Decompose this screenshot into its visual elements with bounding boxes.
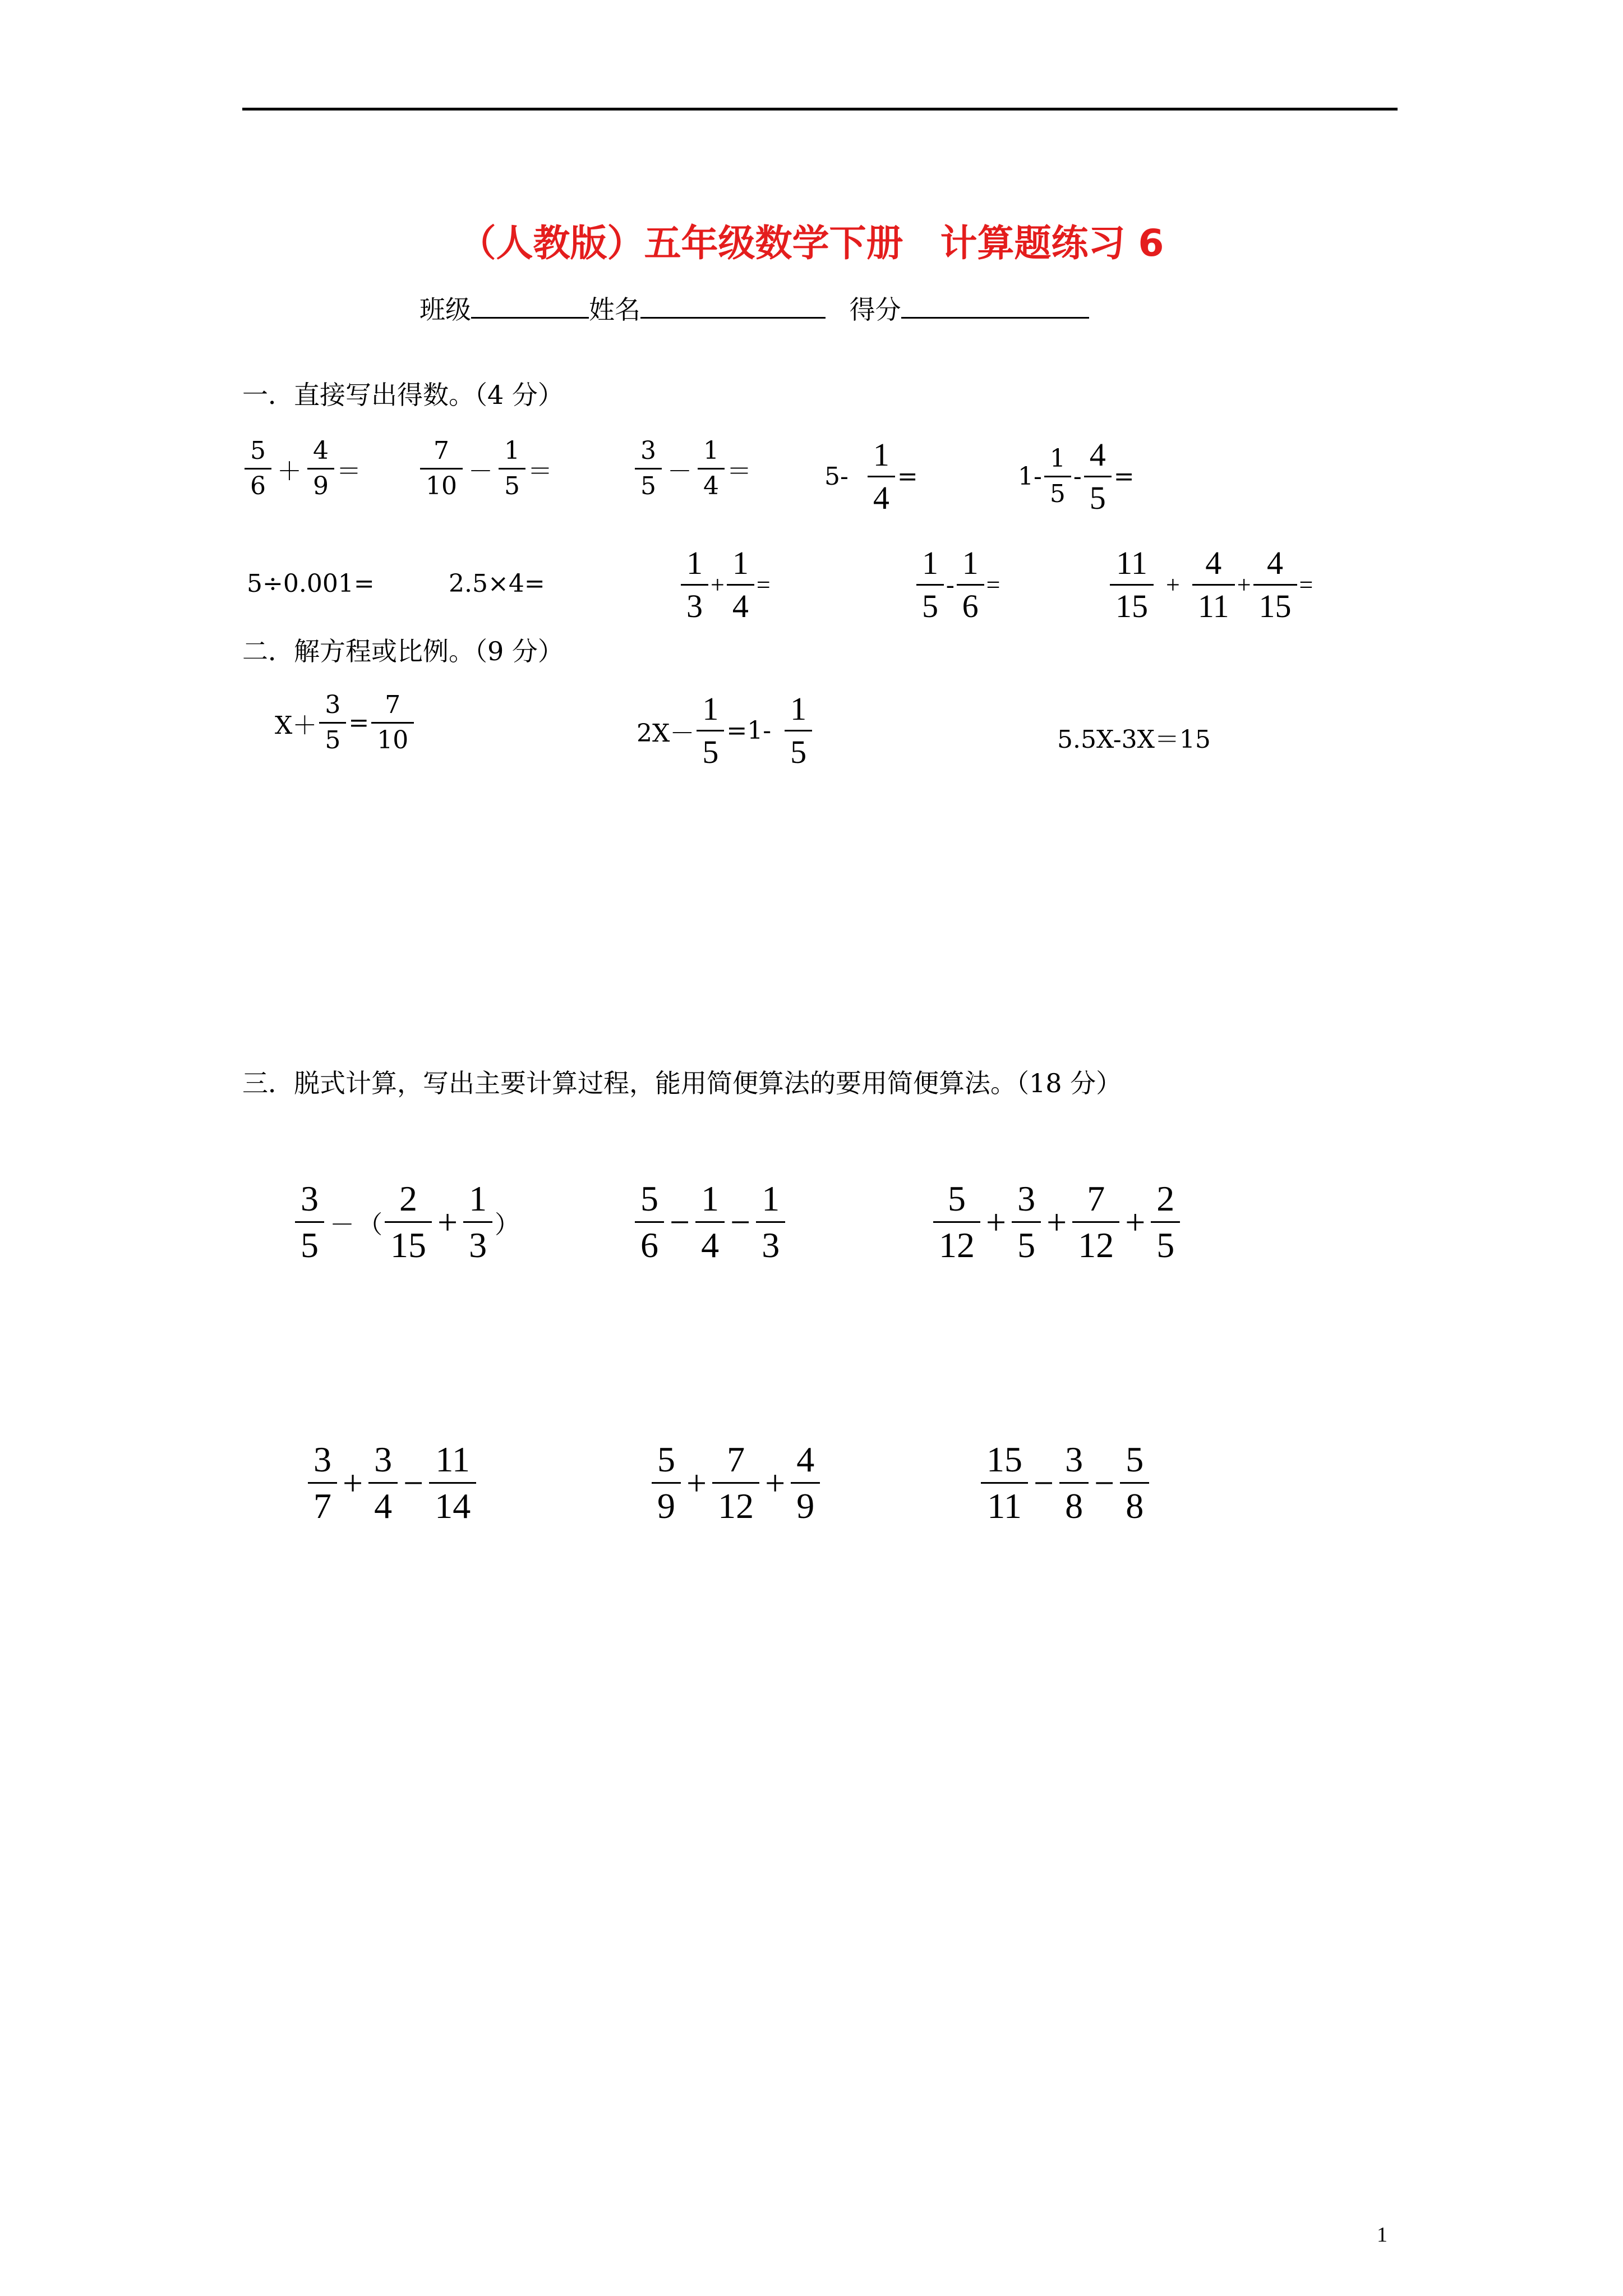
class-label: 班级: [419, 295, 471, 325]
header-rule: [242, 108, 1398, 111]
fraction: $\frac{7}{12}$: [712, 1442, 759, 1524]
fraction: $\frac{5}{9}$: [652, 1442, 681, 1524]
fraction: $\frac{1}{4}$: [727, 547, 754, 623]
equation-3: 5.5X-3X＝15: [1057, 725, 1211, 754]
fraction: $\frac{3}{8}$: [1059, 1442, 1089, 1524]
fraction: $\frac{1}{5}$: [916, 547, 944, 623]
equation-2: 2X－ $\frac{1}{5}$ =1- $\frac{1}{5}$: [637, 693, 814, 769]
fraction: $\frac{5}{6}$: [245, 439, 271, 499]
fraction: $\frac{1}{5}$: [499, 439, 525, 499]
fraction: $\frac{11}{14}$: [429, 1442, 476, 1524]
fraction: $\frac{11}{15}$: [1110, 547, 1154, 623]
problem-5: 1- $\frac{1}{5}$ - $\frac{4}{5}$ =: [1018, 436, 1135, 516]
fraction: $\frac{2}{15}$: [385, 1181, 432, 1263]
fraction: $\frac{3}{4}$: [368, 1442, 398, 1524]
fraction: $\frac{1}{5}$: [697, 693, 724, 769]
class-blank[interactable]: [471, 295, 589, 319]
section3-heading: 三．脱式计算，写出主要计算过程，能用简便算法的要用简便算法。（18 分）: [242, 1068, 1122, 1098]
problem-3: $\frac{3}{5}$ － $\frac{1}{4}$ ＝: [633, 439, 751, 499]
page-title: （人教版）五年级数学下册 计算题练习 6: [459, 222, 1164, 265]
problem-7: 2.5×4=: [449, 569, 545, 598]
fraction: $\frac{3}{5}$: [635, 439, 662, 499]
fraction: $\frac{3}{5}$: [319, 693, 346, 753]
fraction: $\frac{1}{4}$: [695, 1181, 725, 1263]
fraction: $\frac{3}{5}$: [295, 1181, 324, 1263]
problem-1: $\frac{5}{6}$ ＋ $\frac{4}{9}$ ＝: [242, 439, 361, 499]
fraction: $\frac{5}{8}$: [1120, 1442, 1149, 1524]
fraction: $\frac{7}{10}$: [371, 693, 414, 753]
fraction: $\frac{1}{4}$: [868, 439, 895, 514]
score-blank[interactable]: [901, 295, 1089, 319]
fraction: $\frac{4}{5}$: [1084, 439, 1112, 514]
page-number: 1: [1377, 2223, 1387, 2247]
fraction: $\frac{4}{11}$: [1192, 547, 1235, 623]
calc-4: $\frac{3}{7}$ + $\frac{3}{4}$ − $\frac{11}{14}$: [306, 1442, 478, 1524]
fraction: $\frac{1}{6}$: [957, 547, 984, 623]
calc-1: $\frac{3}{5}$ － （ $\frac{2}{15}$ + $\frac{1}{3}$ ）: [293, 1181, 519, 1263]
problem-8: $\frac{1}{3}$ + $\frac{1}{4}$ =: [679, 547, 771, 623]
problem-6: 5÷0.001=: [247, 569, 375, 598]
score-label: 得分: [849, 295, 901, 325]
name-blank[interactable]: [640, 295, 826, 319]
fraction: $\frac{4}{15}$: [1253, 547, 1297, 623]
fraction: $\frac{1}{3}$: [681, 547, 708, 623]
calc-5: $\frac{5}{9}$ + $\frac{7}{12}$ + $\frac{4}{9}$: [649, 1442, 822, 1524]
fraction: $\frac{5}{12}$: [933, 1181, 980, 1263]
problem-4: 5- $\frac{1}{4}$ =: [824, 436, 918, 516]
name-label: 姓名: [589, 295, 640, 325]
section1-heading: 一．直接写出得数。（4 分）: [242, 380, 564, 410]
fraction: $\frac{4}{9}$: [791, 1442, 820, 1524]
problem-10: $\frac{11}{15}$ + $\frac{4}{11}$ + $\frac{4}{15}$ =: [1108, 547, 1313, 623]
problem-9: $\frac{1}{5}$ - $\frac{1}{6}$ =: [914, 547, 1000, 623]
fraction: $\frac{1}{3}$: [756, 1181, 785, 1263]
equation-1: X＋ $\frac{3}{5}$ = $\frac{7}{10}$: [275, 693, 416, 753]
fraction: $\frac{1}{4}$: [698, 439, 725, 499]
fraction: $\frac{15}{11}$: [981, 1442, 1028, 1524]
fraction: $\frac{7}{12}$: [1072, 1181, 1119, 1263]
fraction: $\frac{1}{5}$: [785, 693, 812, 769]
fraction: $\frac{3}{7}$: [308, 1442, 337, 1524]
calc-6: $\frac{15}{11}$ − $\frac{3}{8}$ − $\frac{5}{8}$: [979, 1442, 1151, 1524]
calc-3: $\frac{5}{12}$ + $\frac{3}{5}$ + $\frac{7}{12}$ + $\frac{2}{5}$: [931, 1181, 1182, 1263]
fraction: $\frac{1}{3}$: [463, 1181, 492, 1263]
problem-2: $\frac{7}{10}$ － $\frac{1}{5}$ ＝: [418, 439, 552, 499]
fraction: $\frac{5}{6}$: [635, 1181, 664, 1263]
fraction: $\frac{1}{5}$: [1044, 447, 1071, 507]
fraction: $\frac{4}{9}$: [307, 439, 334, 499]
fraction: $\frac{3}{5}$: [1012, 1181, 1041, 1263]
fraction: $\frac{2}{5}$: [1151, 1181, 1180, 1263]
section2-heading: 二．解方程或比例。（9 分）: [242, 636, 564, 666]
fraction: $\frac{7}{10}$: [420, 439, 463, 499]
calc-2: $\frac{5}{6}$ − $\frac{1}{4}$ − $\frac{1}{3}$: [633, 1181, 787, 1263]
info-line: [419, 289, 1089, 326]
